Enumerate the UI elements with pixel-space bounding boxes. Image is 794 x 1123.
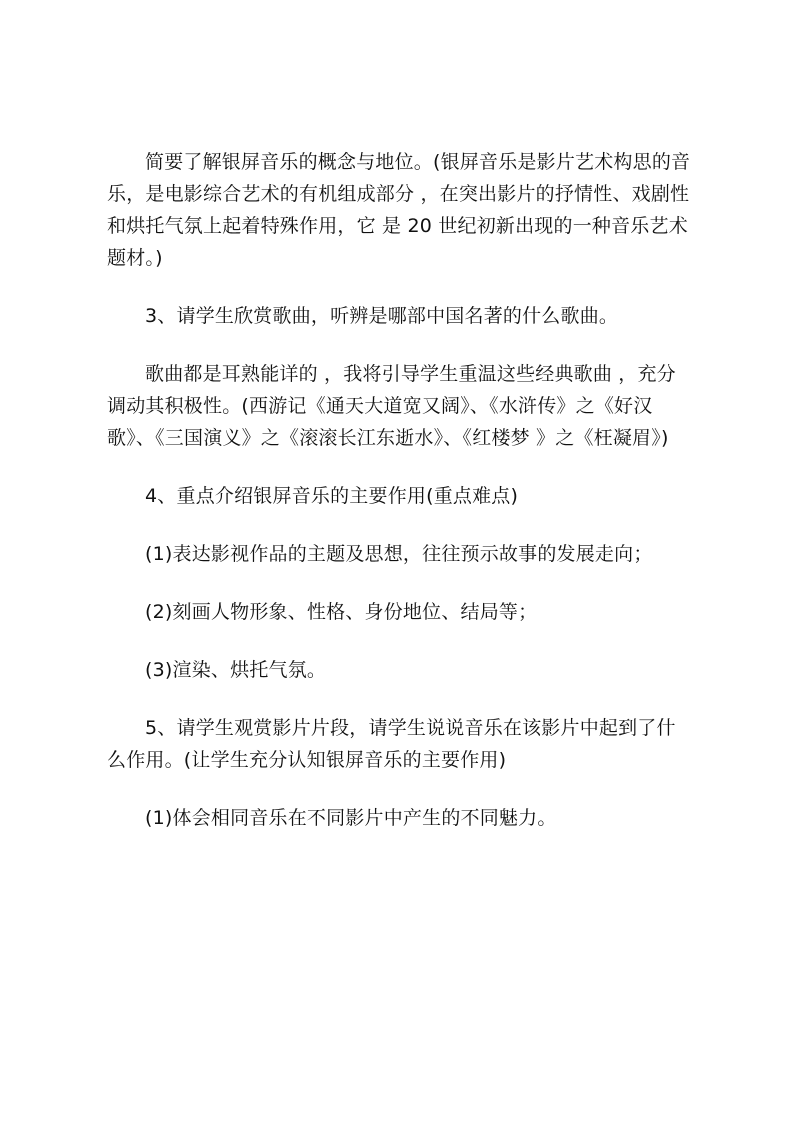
- paragraph-function-3: (3)渲染、烘托气氛。: [145, 659, 327, 681]
- document-body: [107, 146, 692, 834]
- paragraph-song-review: 歌曲都是耳熟能详的 ，我将引导学生重温这些经典歌曲 ，充分调动其积极性。(西游记《通天大道宽又阔》、《水浒传》之《好汉歌》、《三国演义》之《滚滚长江东逝水》、《红楼梦 》之《枉凝眉》): [107, 363, 676, 449]
- paragraph-function-1: (1)表达影视作品的主题及思想，往往预示故事的发展走向；: [145, 543, 653, 565]
- paragraph-function-2: (2)刻画人物形象、性格、身份地位、结局等；: [145, 601, 538, 623]
- paragraph-experience-1: (1)体会相同音乐在不同影片中产生的不同魅力。: [145, 807, 557, 829]
- paragraph-step-3: 3、请学生欣赏歌曲，听辨是哪部中国名著的什么歌曲。: [145, 305, 619, 327]
- paragraph-step-4: 4、重点介绍银屏音乐的主要作用(重点难点): [145, 485, 519, 507]
- paragraph-intro: 简要了解银屏音乐的概念与地位。(银屏音乐是影片艺术构思的音乐，是电影综合艺术的有机组成部分 ，在突出影片的抒情性、戏剧性和烘托气氛上起着特殊作用，它 是 20 世纪初新出现的一种音乐艺术题材。): [107, 151, 691, 269]
- paragraph-step-5: 5、请学生观赏影片片段，请学生说说音乐在该影片中起到了什么作用。(让学生充分认知银屏音乐的主要作用): [107, 717, 676, 771]
